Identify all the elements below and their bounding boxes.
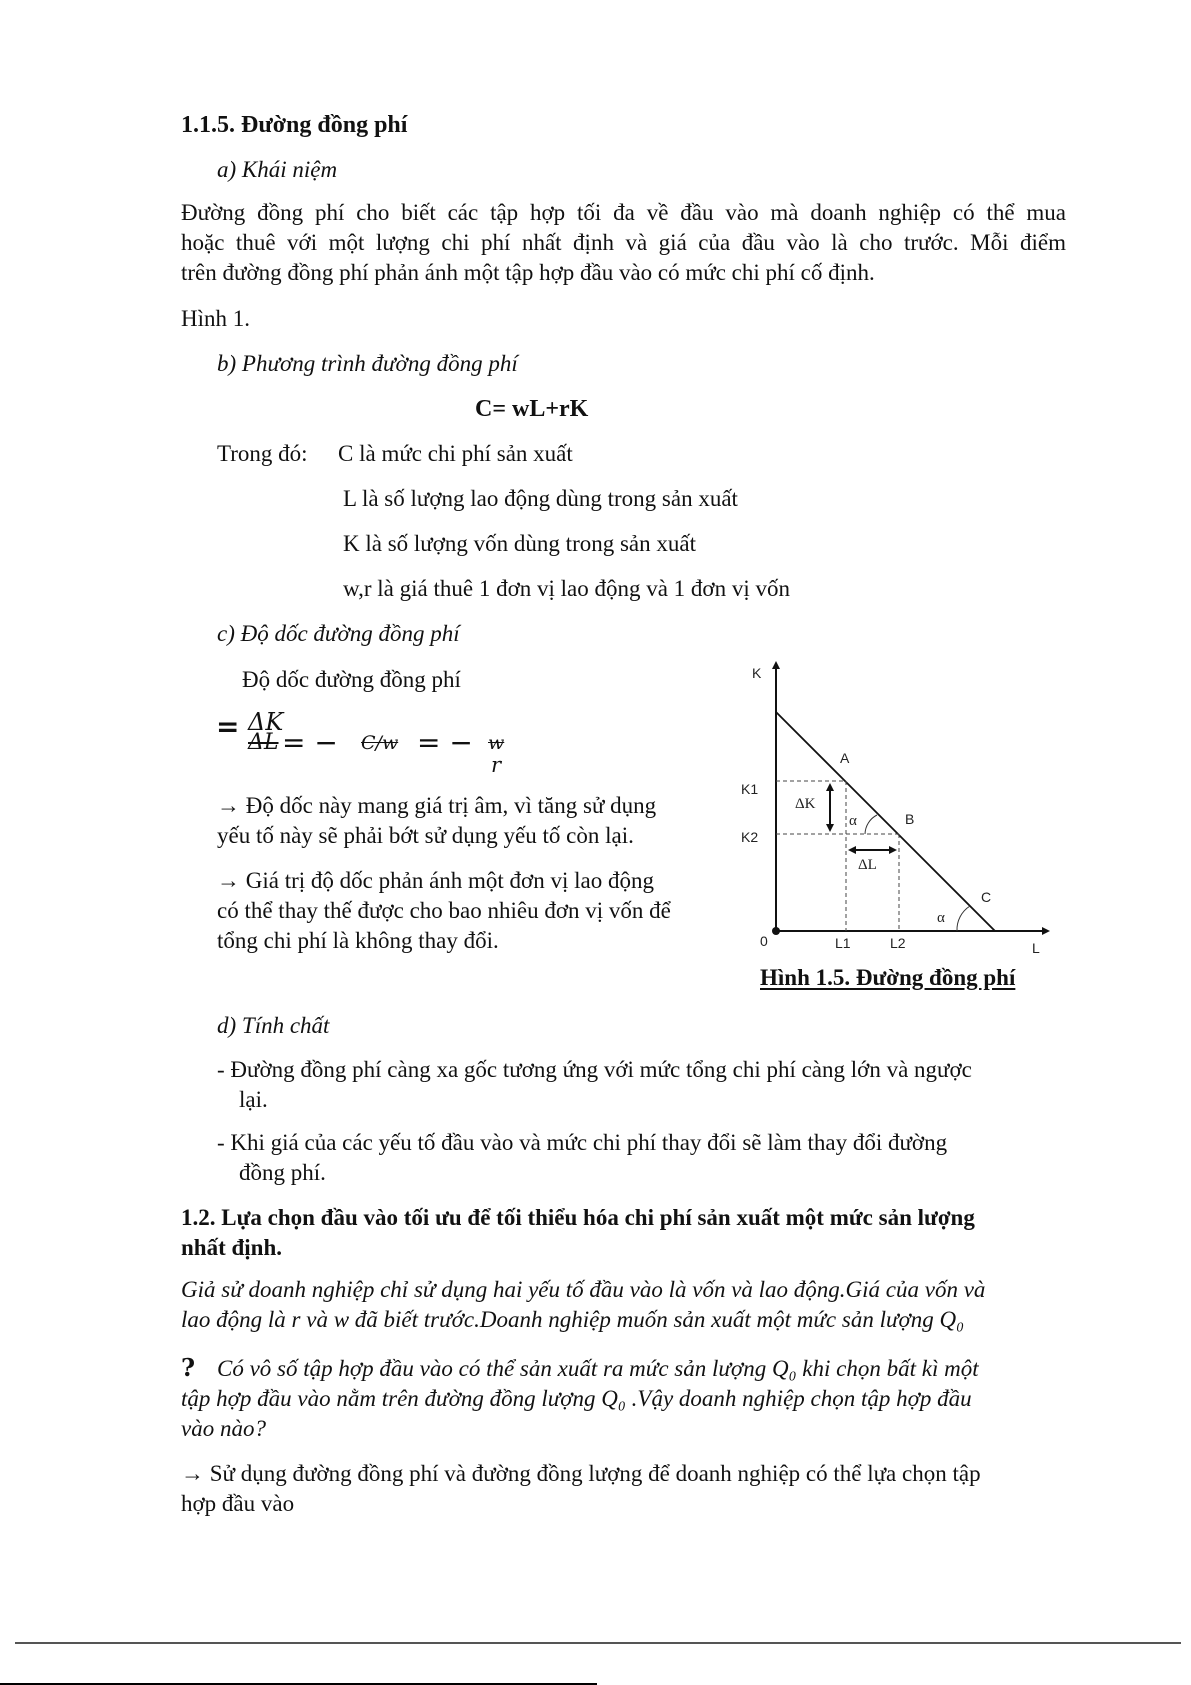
property-line: - Khi giá của các yếu tố đầu vào và mức chi phí thay đổi sẽ làm thay đổi đường bbox=[217, 1130, 948, 1155]
note-line: → Giá trị độ dốc phản ánh một đơn vị lao động bbox=[217, 868, 654, 893]
label-l-axis: L bbox=[1032, 940, 1040, 956]
footer-divider bbox=[15, 1642, 1181, 1644]
answer-line: → Sử dụng đường đồng phí và đường đồng lượng để doanh nghiệp có thể lựa chọn tập bbox=[181, 1461, 981, 1486]
question-line: vào nào? bbox=[181, 1416, 266, 1441]
property-line: đồng phí. bbox=[239, 1160, 326, 1185]
definition-line: trên đường đồng phí phản ánh một tập hợp đầu vào có mức chi phí cố định. bbox=[181, 260, 875, 285]
assumption-line: Giả sử doanh nghiệp chỉ sử dụng hai yếu tố đầu vào là vốn và lao động.Giá của vốn và bbox=[181, 1277, 986, 1302]
question-paragraph bbox=[181, 1353, 1066, 1444]
figure-reference: Hình 1. bbox=[181, 306, 250, 331]
definition-line: hoặc thuê với một lượng chi phí nhất định và giá của đầu vào là cho trước. Mỗi điểm bbox=[181, 230, 1066, 255]
where-item-wr: w,r là giá thuê 1 đơn vị lao động và 1 đơn vị vốn bbox=[343, 576, 790, 601]
label-k1: K1 bbox=[741, 781, 759, 797]
figure-caption: Hình 1.5. Đường đồng phí bbox=[760, 965, 1016, 990]
label-alpha-2: α bbox=[937, 910, 945, 926]
isocost-diagram bbox=[730, 650, 1070, 960]
subsection-a-title: a) Khái niệm bbox=[217, 157, 338, 182]
answer-paragraph bbox=[181, 1459, 1066, 1519]
note-line: → Độ dốc này mang giá trị âm, vì tăng sử dụng bbox=[217, 793, 657, 818]
heading-line: 1.2. Lựa chọn đầu vào tối ưu để tối thiểu hóa chi phí sản xuất một mức sản lượng bbox=[181, 1205, 975, 1230]
note-line: có thể thay thế được cho bao nhiêu đơn vị vốn để bbox=[217, 898, 671, 923]
section-heading-1-2 bbox=[181, 1203, 1066, 1263]
formula-equals-minus: = − bbox=[417, 726, 473, 759]
assumption-line: lao động là r và w đã biết trước.Doanh nghiệp muốn sản xuất một mức sản lượng Q₀ bbox=[181, 1307, 965, 1332]
slope-label: Độ dốc đường đồng phí bbox=[242, 667, 461, 692]
label-delta-l: ΔL bbox=[858, 857, 877, 873]
property-line: lại. bbox=[239, 1087, 268, 1112]
definition-line: Đường đồng phí cho biết các tập hợp tối đa về đầu vào mà doanh nghiệp có thể mua bbox=[181, 200, 1066, 225]
slope-note-substitution bbox=[217, 866, 707, 956]
formula-c-over-w: C/w bbox=[361, 732, 399, 754]
property-item-1 bbox=[217, 1055, 1057, 1115]
subsection-b-title: b) Phương trình đường đồng phí bbox=[217, 351, 518, 376]
note-line: tổng chi phí là không thay đổi. bbox=[217, 928, 499, 953]
question-icon: ? bbox=[181, 1353, 196, 1382]
alpha-arc-1 bbox=[865, 815, 877, 834]
isocost-line bbox=[776, 712, 995, 931]
heading-line: nhất định. bbox=[181, 1235, 283, 1260]
label-point-b: B bbox=[905, 811, 915, 827]
label-point-a: A bbox=[840, 750, 850, 766]
label-origin: 0 bbox=[760, 933, 768, 949]
formula-equals: = bbox=[216, 710, 240, 743]
question-line: tập hợp đầu vào nằm trên đường đồng lượng Q₀ .Vậy doanh nghiệp chọn tập hợp đầu bbox=[181, 1386, 972, 1411]
where-label: Trong đó: bbox=[217, 441, 308, 466]
formula-equals-minus: = − bbox=[282, 726, 338, 759]
section-heading-1-1-5: 1.1.5. Đường đồng phí bbox=[181, 112, 408, 138]
label-alpha-1: α bbox=[849, 813, 857, 829]
assumption-paragraph bbox=[181, 1275, 1066, 1335]
subsection-c-title: c) Độ dốc đường đồng phí bbox=[217, 621, 460, 646]
property-item-2 bbox=[217, 1128, 1057, 1188]
formula-r: r bbox=[491, 753, 502, 777]
label-k2: K2 bbox=[741, 829, 759, 845]
question-line: Có vô số tập hợp đầu vào có thể sản xuất ra mức sản lượng Q₀ khi chọn bất kì một bbox=[217, 1356, 979, 1381]
subsection-d-title: d) Tính chất bbox=[217, 1013, 330, 1038]
slope-note-negative bbox=[217, 791, 707, 851]
slope-formula bbox=[216, 708, 536, 778]
where-item-l: L là số lượng lao động dùng trong sản xuất bbox=[343, 486, 738, 511]
alpha-arc-2 bbox=[957, 906, 970, 931]
formula-w: w bbox=[488, 732, 505, 754]
note-line: yếu tố này sẽ phải bớt sử dụng yếu tố còn lại. bbox=[217, 823, 634, 848]
where-item-c: C là mức chi phí sản xuất bbox=[338, 441, 573, 466]
property-line: - Đường đồng phí càng xa gốc tương ứng với mức tổng chi phí càng lớn và ngược bbox=[217, 1057, 972, 1082]
definition-paragraph bbox=[181, 198, 1066, 288]
origin-dot bbox=[772, 927, 780, 935]
label-l2: L2 bbox=[890, 935, 906, 951]
label-point-c: C bbox=[981, 889, 992, 905]
formula-delta-l: ΔL bbox=[248, 730, 279, 755]
label-l1: L1 bbox=[835, 935, 851, 951]
label-k-axis: K bbox=[752, 665, 762, 681]
where-item-k: K là số lượng vốn dùng trong sản xuất bbox=[343, 531, 696, 556]
formula-delta-k: ΔK bbox=[248, 708, 284, 736]
answer-line: hợp đầu vào bbox=[181, 1491, 295, 1516]
label-delta-k: ΔK bbox=[795, 796, 816, 812]
cost-equation: C= wL+rK bbox=[475, 396, 589, 422]
